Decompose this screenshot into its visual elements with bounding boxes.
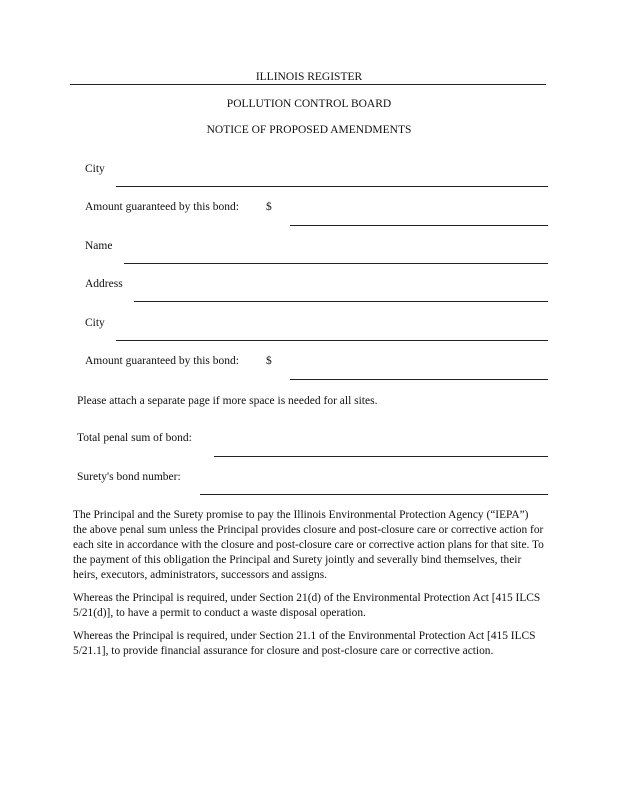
attach-note: Please attach a separate page if more space is needed for all sites. [77,395,378,407]
name-line[interactable] [124,263,548,264]
penal-sum-line[interactable] [214,456,548,457]
city-label-1: City [85,163,105,175]
amount-line-1[interactable] [290,225,548,226]
name-label: Name [85,240,113,252]
surety-number-label: Surety's bond number: [77,471,181,483]
amount-label-2: Amount guaranteed by this bond: [85,355,239,367]
notice-title: NOTICE OF PROPOSED AMENDMENTS [206,124,412,136]
city-line-1[interactable] [116,186,548,187]
address-label: Address [85,278,123,290]
city-line-2[interactable] [116,340,548,341]
register-title: ILLINOIS REGISTER [255,71,363,83]
currency-symbol-1: $ [266,201,272,213]
currency-symbol-2: $ [266,355,272,367]
paragraph-assurance: Whereas the Principal is required, under Section 21.1 of the Environmental Protection Act [415 ILCS 5/21.1], to provide financial assurance for closure and post-closure care or corrective action. [73,630,536,657]
city-label-2: City [85,317,105,329]
address-line[interactable] [134,301,548,302]
header-rule [70,84,546,85]
paragraph-promise: The Principal and the Surety promise to pay the Illinois Environmental Protection Agency (“IEPA”) the above penal sum unless the Principal provides closure and post-closure care or corrective action for each site in accordance with the closure and post-closure care or corrective action plans for that site. To the payment of this obligation the Principal and Surety jointly and severally bind themselves, their heirs, executors, administrators, successors and assigns. [73,509,544,581]
penal-sum-label: Total penal sum of bond: [77,432,192,444]
amount-label-1: Amount guaranteed by this bond: [85,201,239,213]
board-title: POLLUTION CONTROL BOARD [226,98,392,110]
paragraph-permit: Whereas the Principal is required, under Section 21(d) of the Environmental Protection Act [415 ILCS 5/21(d)], to have a permit to conduct a waste disposal operation. [73,592,541,619]
surety-number-line[interactable] [200,494,548,495]
amount-line-2[interactable] [290,379,548,380]
